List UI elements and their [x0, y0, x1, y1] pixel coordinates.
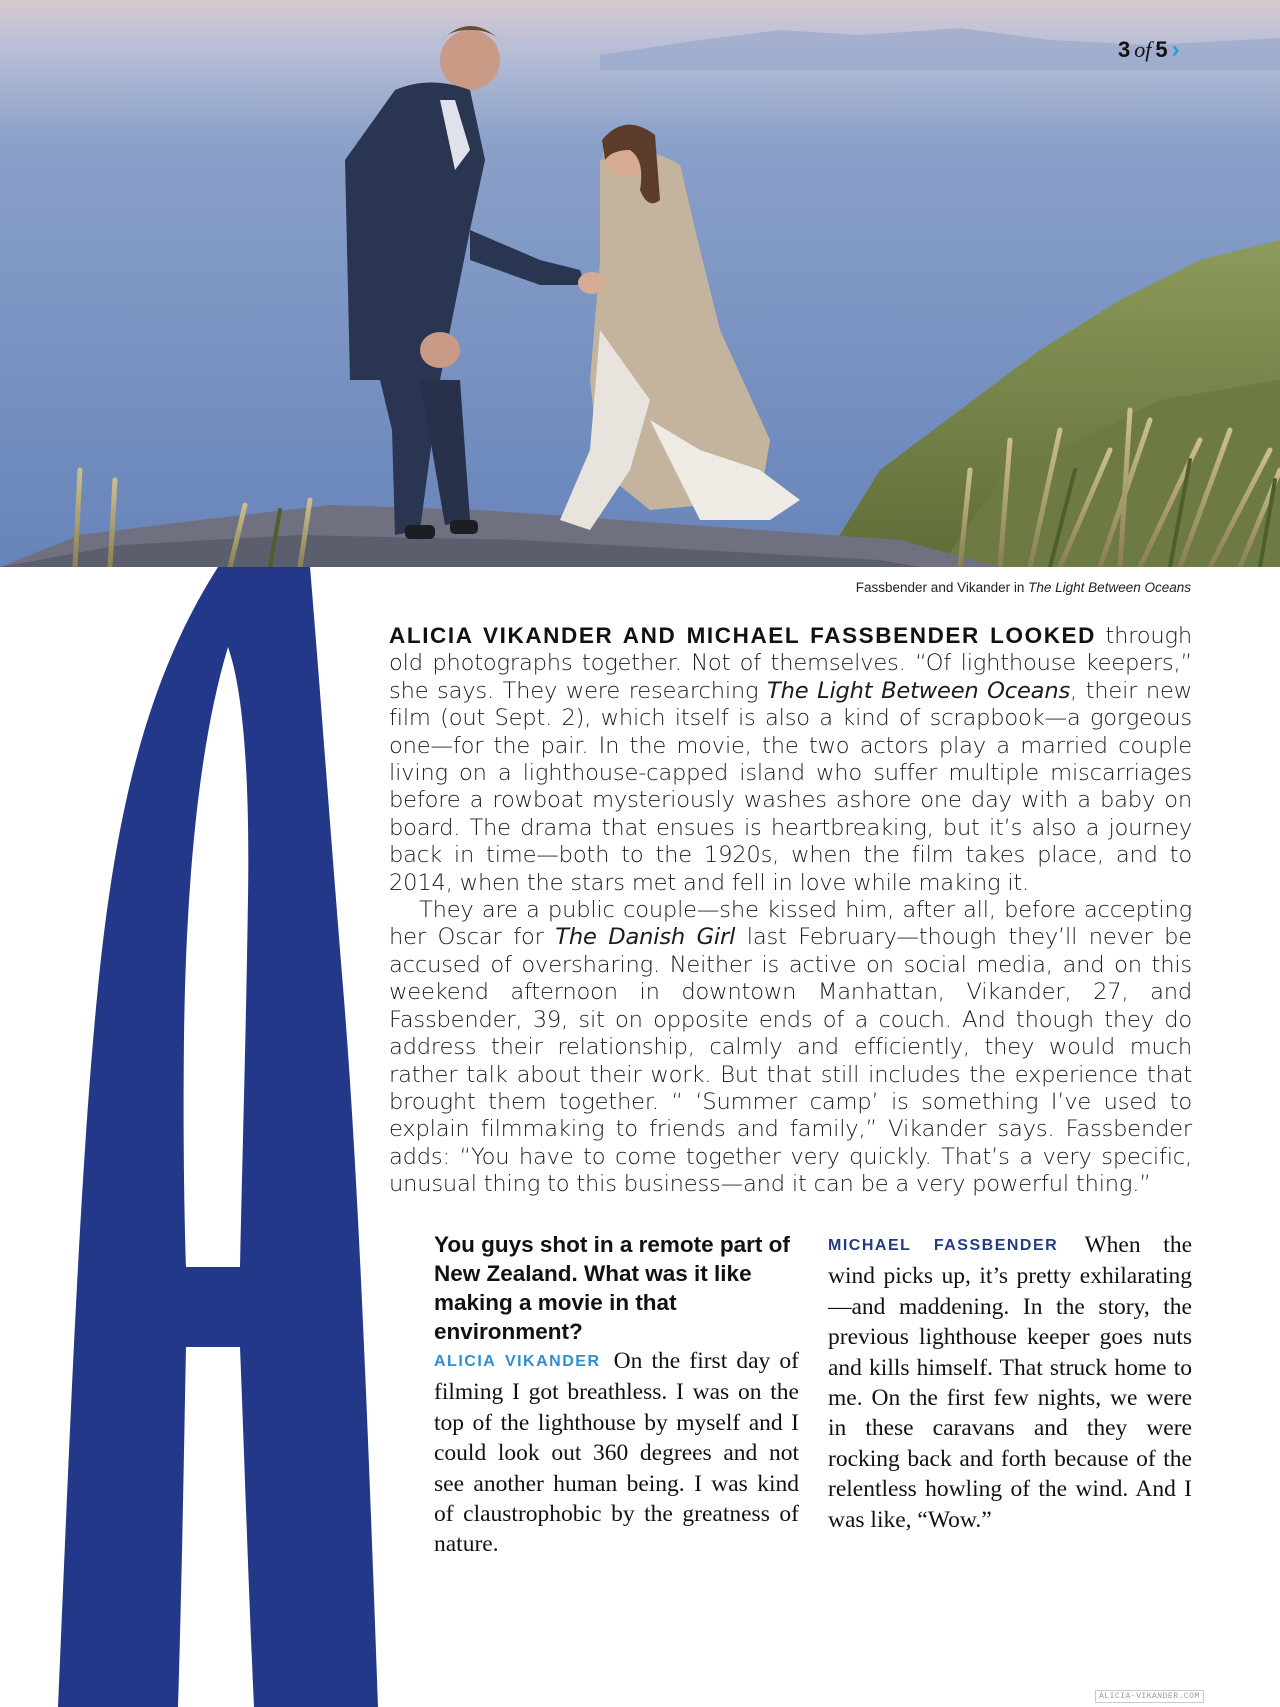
answer-vikander [434, 1346, 799, 1560]
article-paragraph-2 [389, 897, 1192, 1198]
p1-text-b: , their new film (out Sept. 2), which itself is also a kind of scrapbook—a gorgeous one—for the pair. In the movie, the two actors play a married couple living on a lighthouse-capped island who suffer multiple miscarriages before a rowboat mysteriously washes ashore one day with a baby on board. The drama that ensues is heartbreaking, but it’s also a journey back in time—both to the 1920s, when the film takes place, and to 2014, when the stars met and fell in love while making it. [389, 677, 1192, 896]
current-page: 3 [1118, 37, 1131, 62]
article-body [389, 622, 1192, 1199]
caption-prefix: Fassbender and Vikander in [855, 580, 1029, 595]
pager-of-label: of [1134, 37, 1152, 62]
qa-column-right [828, 1230, 1192, 1535]
caption-film-title: The Light Between Oceans [1028, 580, 1191, 595]
article-paragraph-1 [389, 622, 1192, 897]
p1-text-a: through old photographs together. Not of themselves. “Of lighthouse keepers,” she says. They were researching [389, 623, 1193, 704]
site-watermark: ALICIA-VIKANDER.COM [1095, 1690, 1204, 1703]
next-page-arrow-icon[interactable]: › [1171, 36, 1180, 63]
drop-cap-letter [58, 567, 378, 1707]
answer-fassbender-text: When the wind picks up, it’s pretty exhilarating—and maddening. In the story, the previous lighthouse keeper goes nuts and kills himself. That struck home to me. On the first few nights, we were in these caravans and they were rocking back and forth because of the relentless howling of the wind. And I was like, “Wow.” [828, 1232, 1193, 1533]
p2-text-b: last February—though they’ll never be accused of oversharing. Neither is active on social media, and on this weekend afternoon in downtown Manhattan, Vikander, 27, and Fassbender, 39, sit on opposite ends of a couch. And though they do address their relationship, calmly and efficiently, they would much rather talk about their work. But that still includes the experience that brought them together. “ ‘Summer camp’ is something I’ve used to explain filmmaking to friends and family,” Vikander says. Fassbender adds: “You have to come together very quickly. That’s a very specific, unusual thing to this business—and it can be a very powerful thing.” [389, 924, 1192, 1198]
hero-illustration [0, 0, 1280, 567]
interview-question: You guys shot in a remote part of New Zealand. What was it like making a movie in that environment? [434, 1232, 790, 1344]
hero-photo [0, 0, 1280, 567]
answer-fassbender [828, 1230, 1192, 1535]
photo-caption [856, 580, 1191, 595]
article-lede: ALICIA VIKANDER AND MICHAEL FASSBENDER LOOKED [389, 623, 1097, 648]
speaker-vikander: ALICIA VIKANDER [434, 1353, 601, 1370]
page-indicator [1118, 36, 1180, 64]
p2-text-a: They are a public couple—she kissed him, after all, before accepting her Oscar for [389, 897, 1192, 951]
speaker-fassbender: MICHAEL FASSBENDER [828, 1237, 1059, 1254]
answer-vikander-text: On the first day of filming I got breathless. I was on the top of the lighthouse by myself and I could look out 360 degrees and not see another human being. I was kind of claustrophobic by the greatness of nature. [434, 1348, 799, 1558]
qa-column-left [434, 1230, 799, 1560]
total-pages: 5 [1155, 37, 1168, 62]
p1-film-title: The Light Between Oceans [767, 677, 1071, 704]
p2-film-title: The Danish Girl [555, 924, 736, 951]
